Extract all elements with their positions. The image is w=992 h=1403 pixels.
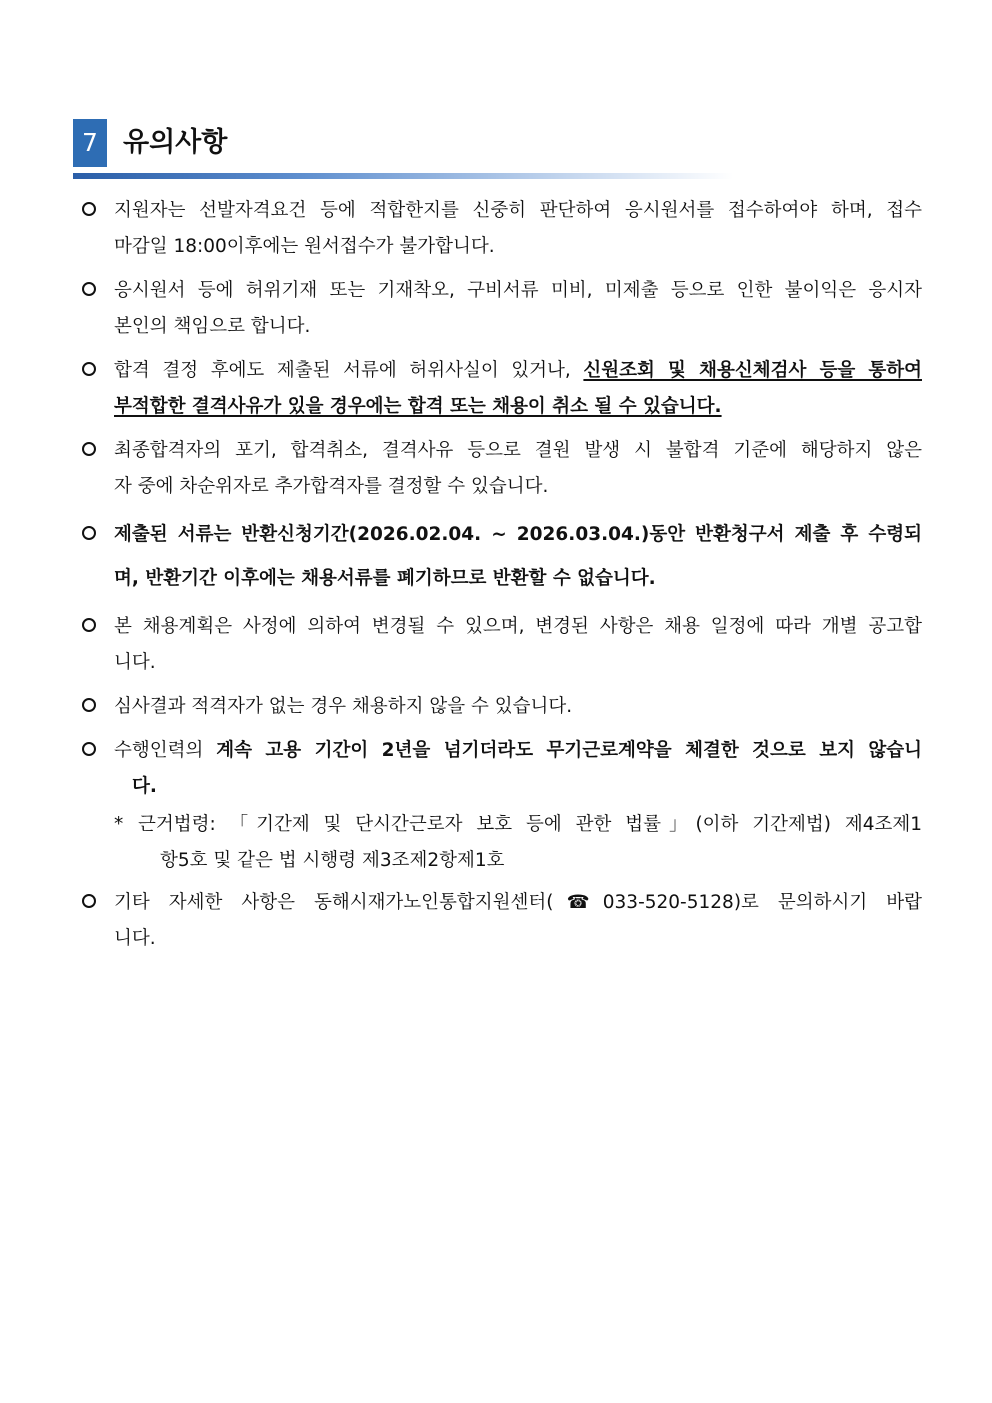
- circle-bullet-icon: [82, 698, 96, 712]
- notice-item: [80, 885, 922, 957]
- notice-item: [80, 193, 922, 265]
- notice-line: 제출된 서류는 반환신청기간(2026.02.04. ~ 2026.03.04.)동안 반환청구서 제출 후 수령되: [114, 524, 922, 545]
- notice-line: 응시원서 등에 허위기재 또는 기재착오, 구비서류 미비, 미제출 등으로 인한 불이익은 응시자: [114, 280, 922, 301]
- notice-line: 며, 반환기간 이후에는 채용서류를 폐기하므로 반환할 수 없습니다.: [114, 568, 656, 589]
- circle-bullet-icon: [82, 742, 96, 756]
- notice-line: [114, 389, 922, 425]
- notice-line: 본 채용계획은 사정에 의하여 변경될 수 있으며, 변경된 사항은 채용 일정에 따라 개별 공고합: [114, 616, 922, 637]
- notice-line: 니다.: [114, 652, 156, 673]
- section-divider: [73, 173, 733, 179]
- asterisk-marker: *: [114, 814, 124, 835]
- notice-item: [80, 353, 922, 425]
- section-number: 7: [73, 119, 107, 167]
- notice-line: 마감일 18:00이후에는 원서접수가 불가합니다.: [114, 236, 495, 257]
- notice-item: [80, 433, 922, 505]
- notice-line: 니다.: [114, 928, 156, 949]
- circle-bullet-icon: [82, 526, 96, 540]
- notice-line: 본인의 책임으로 합니다.: [114, 316, 311, 337]
- emphasis-text: 계속 고용 기간이 2년을 넘기더라도 무기근로계약을 체결한 것으로 보지 않습니: [216, 740, 922, 761]
- circle-bullet-icon: [82, 202, 96, 216]
- note-line: 근거법령: 「기간제 및 단시간근로자 보호 등에 관한 법률」(이하 기간제법) 제4조제1: [138, 814, 922, 835]
- notice-item: [80, 689, 922, 725]
- note-line: 항5호 및 같은 법 시행령 제3조제2항제1호: [160, 850, 505, 871]
- circle-bullet-icon: [82, 442, 96, 456]
- emphasis-text: 신원조회 및 채용신체검사 등을 통하여: [583, 360, 922, 381]
- notice-text: 수행인력의: [114, 740, 217, 761]
- notice-line: 기타 자세한 사항은 동해시재가노인통합지원센터(☎033-520-5128)로 문의하시기 바랍: [114, 892, 922, 913]
- legal-basis-note: [80, 807, 922, 879]
- circle-bullet-icon: [82, 362, 96, 376]
- section-title: 유의사항: [123, 127, 228, 158]
- notice-line: 지원자는 선발자격요건 등에 적합한지를 신중히 판단하여 응시원서를 접수하여야 하며, 접수: [114, 200, 922, 221]
- notice-item: [80, 609, 922, 681]
- notice-item: [80, 513, 922, 601]
- emphasis-text: 부적합한 결격사유가 있을 경우에는 합격 또는 채용이 취소 될 수 있습니다.: [114, 396, 722, 417]
- circle-bullet-icon: [82, 894, 96, 908]
- notice-item: [80, 273, 922, 345]
- circle-bullet-icon: [82, 618, 96, 632]
- notice-line: 최종합격자의 포기, 합격취소, 결격사유 등으로 결원 발생 시 불합격 기준에 해당하지 않은: [114, 440, 922, 461]
- notice-line: [114, 733, 922, 769]
- section-header: [73, 119, 733, 181]
- notice-line: 심사결과 적격자가 없는 경우 채용하지 않을 수 있습니다.: [114, 696, 573, 717]
- notice-line: 자 중에 차순위자로 추가합격자를 결정할 수 있습니다.: [114, 476, 549, 497]
- notice-text: 합격 결정 후에도 제출된 서류에 허위사실이 있거나,: [114, 360, 584, 381]
- notice-list: [80, 193, 922, 965]
- emphasis-text: 다.: [132, 776, 157, 797]
- notice-item: [80, 733, 922, 805]
- notice-line: [114, 769, 922, 805]
- notice-line: [114, 353, 922, 389]
- circle-bullet-icon: [82, 282, 96, 296]
